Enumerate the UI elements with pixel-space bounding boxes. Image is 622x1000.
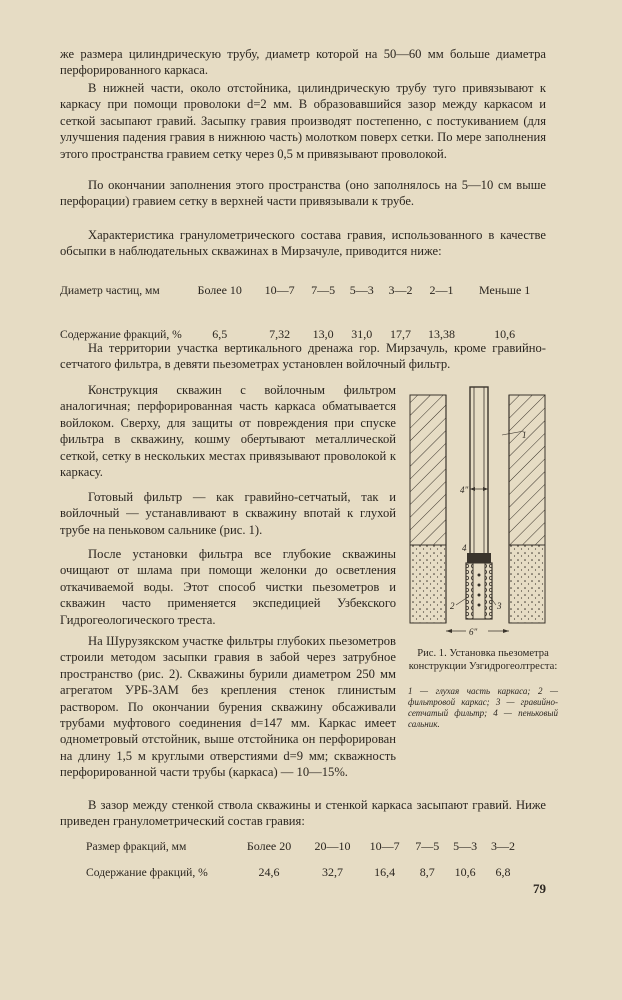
table-cell: 6,5 (212, 327, 228, 341)
table-row (86, 830, 522, 854)
table-cell: 31,0 (351, 327, 373, 341)
table-cell: 17,7 (389, 327, 411, 341)
table-label: Содержание фракций, % (86, 866, 208, 879)
figure-caption: Рис. 1. Установка пьезометра конструкции Узгидрогеолтреста: (408, 648, 558, 672)
paragraph-9: На Шурузякском участке фильтры глубоких пьезометров строили методом засыпки гравия в забой через затрубное пространство (рис. 2). Скважины бурили диаметром 250 мм агрегатом УРБ-3АМ без крепления стенок глинистым раствором. По окончании бурения скважину обсаживали трубами муфтового соединения d=147 мм. Каркас имеет однометровый отстойник, выше отстойника он перфорирован на длину 1,5 м круглыми отверстиями d=9 мм; скважность перфорированной части трубы (каркаса) — 10—15%. (60, 634, 396, 780)
table-row (60, 268, 546, 298)
table-cell: 10,6 (494, 327, 516, 341)
blank-pipe (470, 387, 488, 559)
paragraph-6: Конструкция скважин с войлочным фильтром аналогичная; перфорированная часть каркаса обматывается войлоком. Сверху, для защиты от повреждения при спуске фильтра в скважину, кошму обертывают металлической сеткой, сетку в нескольких местах привязывают проволокой к каркасу. (60, 383, 396, 480)
paragraph-4: Характеристика гранулометрического состава гравия, использованного в качестве обсыпки в наблюдательных скважинах в Мирзачуле, приводится ниже: (60, 228, 546, 259)
hemp-seal (467, 553, 491, 563)
table-cell: 5—3 (453, 839, 478, 853)
table-cell: Более 10 (197, 283, 242, 297)
paragraph-7: Готовый фильтр — как гравийно-сетчатый, так и войлочный — устанавливают в скважину впотай к глухой трубе на пеньковом сальнике (рис. 1). (60, 490, 396, 537)
label-3: 3 (497, 601, 502, 611)
table-label: Содержание фракций, % (60, 328, 182, 341)
paragraph-10: В зазор между стенкой ствола скважины и стенкой каркаса засыпают гравий. Ниже приведен гранулометрический состав гравия: (60, 798, 546, 829)
label-6in: 6" (469, 627, 478, 637)
table-cell: 6,8 (495, 865, 511, 879)
table-cell: 13,38 (428, 327, 456, 341)
table-cell: 24,6 (258, 865, 280, 879)
table-cell: 10—7 (264, 283, 295, 297)
label-4in: 4" (460, 485, 469, 495)
table-row (86, 854, 522, 880)
label-4: 4 (462, 543, 467, 553)
table-cell: 20—10 (314, 839, 351, 853)
table-cell: 3—2 (388, 283, 413, 297)
soil-right-upper (509, 395, 545, 545)
table-cell: 13,0 (312, 327, 334, 341)
table-cell: 3—2 (491, 839, 516, 853)
soil-left-upper (410, 395, 446, 545)
filter-frame (473, 563, 485, 619)
paragraph-1: же размера цилиндрическую трубу, диаметр которой на 50—60 мм больше диаметра перфорированного каркаса. (60, 47, 546, 78)
label-2: 2 (450, 601, 455, 611)
table-cell: 10,6 (454, 865, 476, 879)
table-cell: 32,7 (321, 865, 343, 879)
table-cell: 2—1 (429, 283, 454, 297)
table-label: Диаметр частиц, мм (60, 284, 160, 297)
table-cell: Более 20 (246, 839, 292, 853)
sand-left (410, 545, 446, 623)
gravel-table-1 (60, 268, 546, 342)
paragraph-5: На территории участка вертикального дренажа гор. Мирзачуль, кроме гравийно-сетчатого фильтра, в девяти пьезометрах установлен войлочный фильтр. (60, 341, 546, 372)
table-row (60, 298, 546, 342)
paragraph-3: По окончании заполнения этого пространства (оно заполнялось на 5—10 см выше перфорации) гравием сетку в верхней части привязывали к трубе. (60, 178, 546, 209)
paragraph-8: После установки фильтра все глубокие скважины очищают от шлама при помощи желонки до осветления откачиваемой воды. Этот способ чистки пьезометров и скважин часто применяется экспедицией Узбекского Гидрогеологического треста. (60, 547, 396, 627)
table-cell: 7,32 (269, 327, 291, 341)
sand-right (509, 545, 545, 623)
piezometer-figure (404, 383, 554, 645)
gravel-table-2 (86, 830, 522, 880)
page-number: 79 (533, 881, 546, 896)
table-label: Размер фракций, мм (86, 840, 187, 853)
table-cell: 7—5 (415, 839, 440, 853)
table-cell: Меньше 1 (478, 283, 531, 297)
paragraph-2: В нижней части, около отстойника, цилиндрическую трубу туго привязывают к каркасу при помощи проволоки d=2 мм. В образовавшийся зазор между каркасом и сеткой засыпают гравий. Засыпку гравия производят постепенно, с постукиванием (для улучшения падения гравия в нижнюю часть) молотком поверх сетки. По мере заполнения этого пространства гравием сетку через 0,5 м привязывают проволокой. (60, 81, 546, 161)
figure-legend: 1 — глухая часть каркаса; 2 — фильтровой каркас; 3 — гравийно-сетчатый фильтр; 4 — пеньковый сальник. (408, 686, 558, 729)
table-cell: 8,7 (419, 865, 435, 879)
table-cell: 10—7 (369, 839, 400, 853)
table-cell: 5—3 (349, 283, 374, 297)
label-1: 1 (522, 430, 527, 440)
table-cell: 16,4 (374, 865, 396, 879)
table-cell: 7—5 (311, 283, 336, 297)
